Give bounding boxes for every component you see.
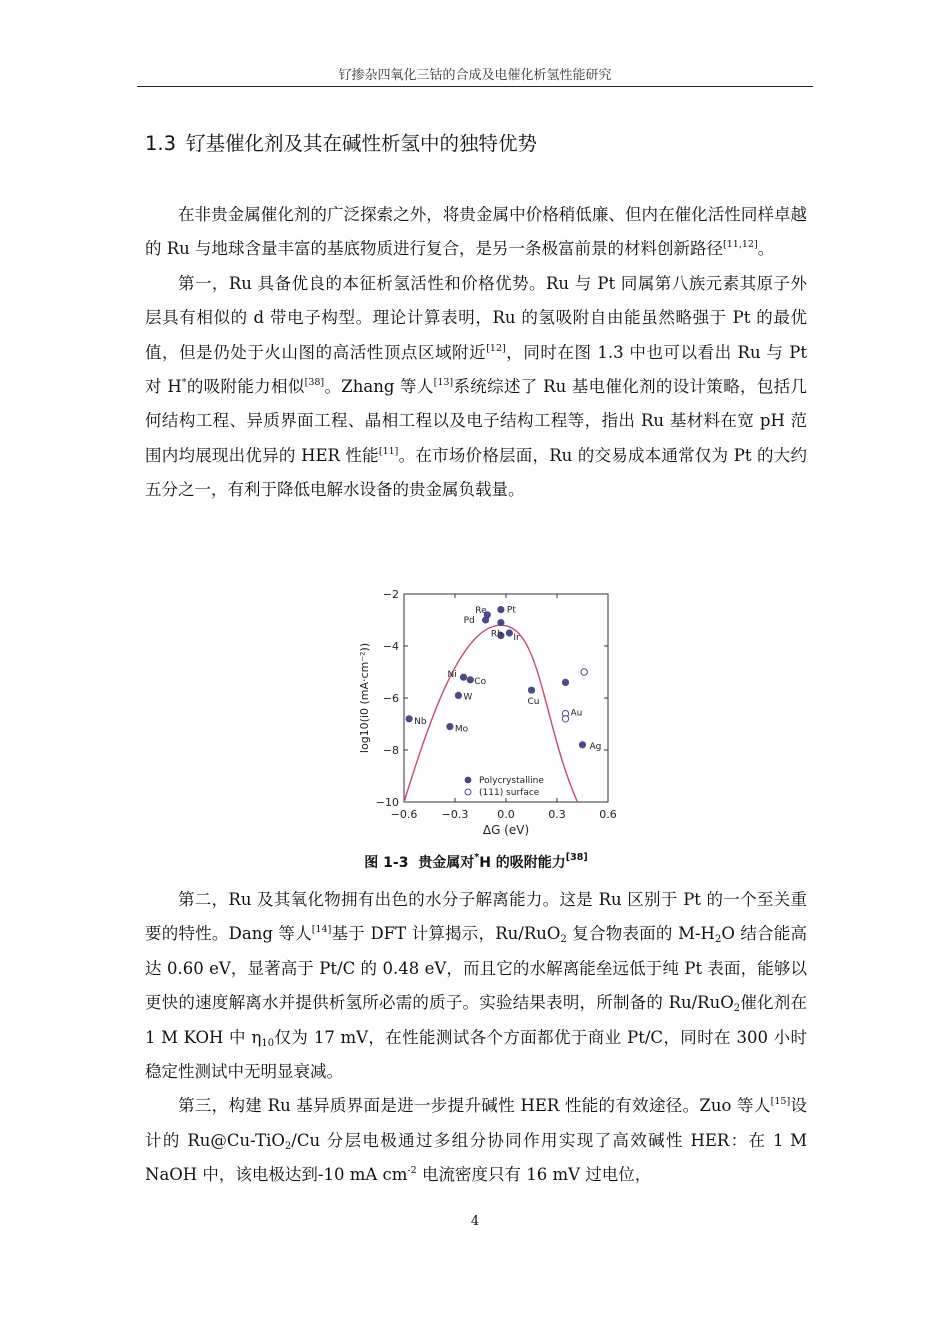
paragraph-4: 第三，构建 Ru 基异质界面是进一步提升碱性 HER 性能的有效途径。Zuo 等人[15]设计的 Ru@Cu-TiO2/Cu 分层电极通过多组分协同作用实现了高效碱性 HER：在 1 M NaOH 中，该电极达到-10 mA $cm^{-2}$ 电流密度只有 16 mV 过电位，	[145, 1096, 807, 1185]
point-label-ag: Ag	[589, 741, 602, 752]
point-label-re: Re	[475, 605, 487, 616]
data-point-co	[467, 676, 474, 683]
point-label-ni: Ni	[447, 670, 457, 681]
citation: [38]	[304, 377, 325, 389]
citation: [11]	[378, 445, 399, 457]
section-heading	[145, 128, 537, 156]
data-point-mo	[446, 723, 453, 730]
paragraph-2: 第一，Ru 具备优良的本征析氢活性和价格优势。Ru 与 Pt 同属第八族元素其原子外层具有相似的 d 带电子构型。理论计算表明，Ru 的氢吸附自由能虽然略强于 Pt 的最优值，但是仍处于火山图的高活性顶点区域附近[12]，同时在图 1.3 中也可以看出 Ru 与 Pt 对 H*的吸附能力相似[38]。Zhang 等人[13]系统综述了 Ru 基电催化剂的设计策略，包括几何结构工程、异质界面工程、晶相工程以及电子结构工程等，指出 Ru 基材料在宽 pH 范围内均展现出优异的 HER 性能[11]。在市场价格层面，Ru 的交易成本通常仅为 Pt 的大约五分之一，有利于降低电解水设备的贵金属负载量。	[145, 273, 808, 500]
data-point-open-unlabeled	[562, 716, 568, 722]
figure-caption: 图 1-3 贵金属对*H 的吸附能力[38]	[364, 852, 588, 871]
body-text-lower	[145, 883, 807, 1193]
y-tick-label: −4	[382, 640, 399, 653]
data-point-rh	[497, 619, 504, 626]
point-label-nb: Nb	[414, 716, 427, 727]
data-point-pd	[482, 616, 489, 623]
legend-open-label: (111) surface	[479, 788, 540, 798]
legend-filled-label: Polycrystalline	[479, 776, 544, 786]
x-tick-label: −0.3	[441, 808, 469, 821]
data-point-unlabeled	[562, 679, 569, 686]
data-point-open-unlabeled	[581, 669, 587, 675]
section-title: 钌基催化剂及其在碱性析氢中的独特优势	[186, 132, 538, 155]
y-tick-label: −6	[382, 692, 399, 705]
point-label-mo: Mo	[454, 724, 469, 735]
data-point-ag	[579, 741, 586, 748]
data-point-cu	[528, 687, 535, 694]
data-point-nb	[406, 715, 413, 722]
data-point-pt	[497, 606, 504, 613]
legend-open-marker	[465, 789, 471, 795]
x-axis-label: ΔG (eV)	[482, 823, 530, 837]
running-header: 钌掺杂四氧化三钴的合成及电催化析氢性能研究	[338, 68, 612, 83]
citation: [14]	[311, 924, 332, 936]
point-label-pt: Pt	[506, 605, 516, 616]
y-tick-label: −2	[382, 588, 399, 601]
citation: [11,12]	[723, 239, 758, 251]
y-axis-label: log10(i0 (mA·cm⁻²))	[358, 642, 371, 754]
citation: [12]	[486, 342, 506, 354]
section-number: 1.3	[145, 132, 177, 155]
data-point-ir	[506, 629, 513, 636]
header-rule	[137, 86, 813, 87]
page-number: 4	[470, 1214, 480, 1229]
y-tick-label: −8	[382, 744, 399, 757]
point-label-cu: Cu	[527, 697, 540, 708]
x-tick-label: 0.0	[497, 808, 515, 821]
point-label-co: Co	[474, 676, 487, 687]
paragraph-3: 第二，Ru 及其氧化物拥有出色的水分子解离能力。这是 Ru 区别于 Pt 的一个至关重要的特性。Dang 等人[14]基于 DFT 计算揭示，Ru/RuO2 复合物表面的 M-H2O 结合能高达 0.60 eV，显著高于 Pt/C 的 0.48 eV，而且它的水解离能垒远低于纯 Pt 表面，能够以更快的速度解离水并提供析氢所必需的质子。实验结果表明，所制备的 Ru/RuO2催化剂在 1 M KOH 中 η10仅为 17 mV，在性能测试各个方面都优于商业 Pt/C，同时在 300 小时稳定性测试中无明显衰减。	[145, 890, 807, 1082]
x-tick-label: 0.6	[599, 808, 617, 821]
citation: [13]	[433, 377, 454, 389]
volcano-plot	[352, 584, 632, 840]
point-label-w: W	[463, 692, 473, 703]
point-label-pd: Pd	[463, 616, 475, 626]
citation: [15]	[770, 1096, 791, 1108]
body-text-upper	[145, 198, 807, 508]
point-label-rh: Rh	[490, 629, 503, 640]
y-tick-label: −10	[375, 796, 399, 809]
paragraph-1: 在非贵金属催化剂的广泛探索之外，将贵金属中价格稍低廉、但内在催化活性同样卓越的 Ru 与地球含量丰富的基底物质进行复合，是另一条极富前景的材料创新路径[11,12]。	[145, 205, 807, 259]
x-tick-label: 0.3	[548, 808, 566, 821]
data-point-w	[455, 692, 462, 699]
x-tick-label: −0.6	[390, 808, 418, 821]
volcano-plot-svg	[352, 584, 632, 840]
legend-filled-marker	[465, 777, 472, 784]
point-label-au: Au	[570, 708, 583, 719]
data-point-ni	[460, 674, 467, 681]
point-label-ir: Ir	[513, 633, 520, 643]
